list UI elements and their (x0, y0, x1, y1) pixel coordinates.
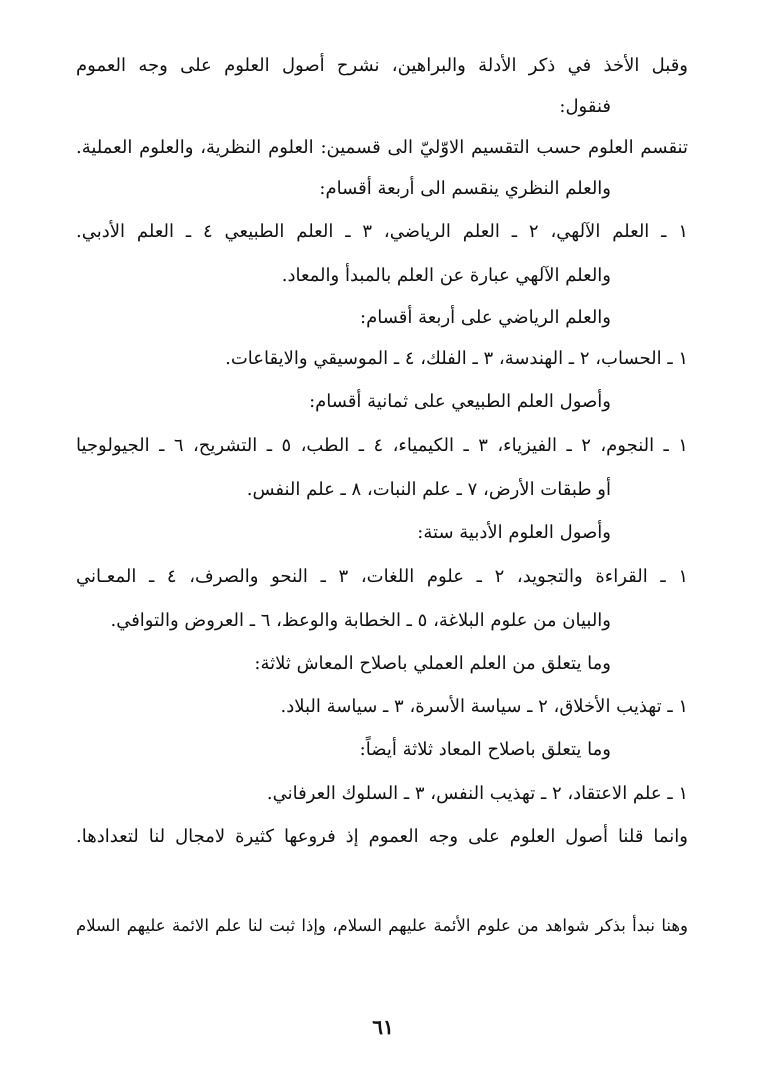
text-line: والعلم الرياضي على أربعة أقسام: (360, 307, 611, 328)
text-line: تنقسم العلوم حسب التقسيم الاوّليّ الى قسمين: العلوم النظرية، والعلوم العملية. (76, 137, 688, 158)
page-number: ٦١ (372, 1015, 394, 1039)
text-line: ١ ـ النجوم، ٢ ـ الفيزياء، ٣ ـ الكيمياء، ٤ ـ الطب، ٥ ـ التشريح، ٦ ـ الجيولوجيا (76, 435, 688, 456)
text-line: وقبل الأخذ في ذكر الأدلة والبراهين، نشرح أصول العلوم على وجه العموم (76, 55, 688, 76)
text-line: وهنا نبدأ بذكر شواهد من علوم الأئمة عليهم السلام، وإذا ثبت لنا علم الائمة عليهم السلام (76, 916, 688, 935)
text-line: وما يتعلق من العلم العملي باصلاح المعاش ثلاثة: (254, 653, 611, 674)
text-line: ١ ـ العلم الآلهي، ٢ ـ العلم الرياضي، ٣ ـ العلم الطبيعي ٤ ـ العلم الأدبي. (76, 221, 688, 242)
text-line: وانما قلنا أصول العلوم على وجه العموم إذ فروعها كثيرة لامجال لنا لتعدادها. (76, 826, 688, 847)
text-line: أو طبقات الأرض، ٧ ـ علم النبات، ٨ ـ علم النفس. (246, 479, 611, 500)
text-line: وأصول العلوم الأدبية ستة: (417, 522, 611, 543)
text-line: وأصول العلم الطبيعي على ثمانية أقسام: (309, 391, 611, 412)
text-line: وما يتعلق باصلاح المعاد ثلاثة أيضاً: (359, 739, 611, 760)
text-line: ١ ـ تهذيب الأخلاق، ٢ ـ سياسة الأسرة، ٣ ـ سياسة البلاد. (280, 696, 688, 717)
text-line: والبيان من علوم البلاغة، ٥ ـ الخطابة والوعظ، ٦ ـ العروض والتوافي. (110, 610, 611, 631)
text-line: ١ ـ علم الاعتقاد، ٢ ـ تهذيب النفس، ٣ ـ السلوك العرفاني. (266, 783, 688, 804)
text-line: والعلم الآلهي عبارة عن العلم بالمبدأ والمعاد. (281, 265, 611, 286)
text-line: ١ ـ الحساب، ٢ ـ الهندسة، ٣ ـ الفلك، ٤ ـ الموسيقي والايقاعات. (225, 348, 688, 369)
text-line: والعلم النظري ينقسم الى أربعة أقسام: (319, 178, 611, 199)
text-line: فنقول: (559, 96, 611, 117)
text-line: ١ ـ القراءة والتجويد، ٢ ـ علوم اللغات، ٣ ـ النحو والصرف، ٤ ـ المعـاني (76, 566, 688, 587)
